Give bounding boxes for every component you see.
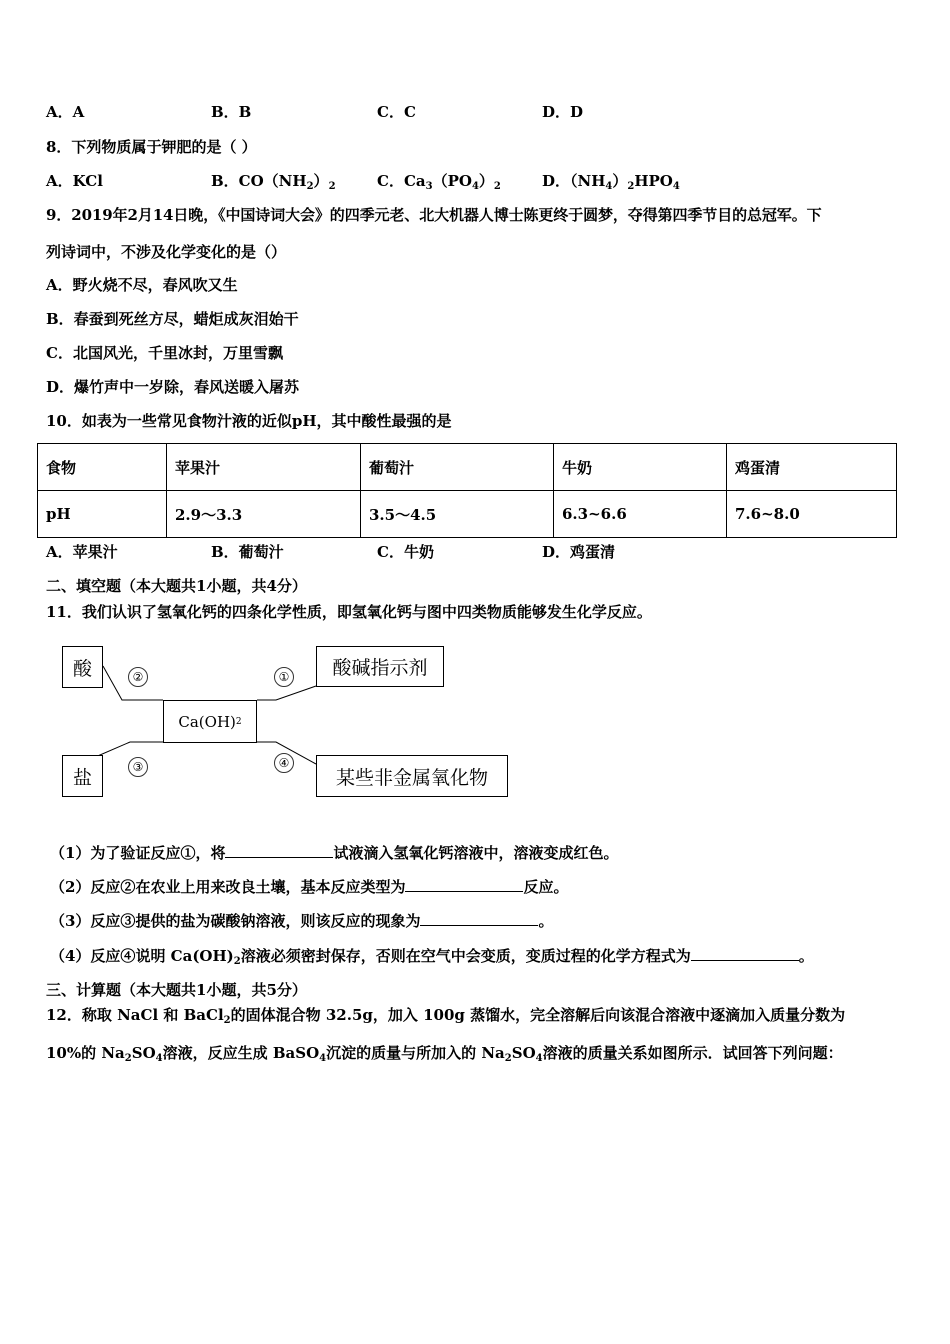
q11-part-1: （1）为了验证反应①，将 试液滴入氢氧化钙溶液中，溶液变成红色。 [50, 844, 619, 862]
nonmetal-oxide-box: 某些非金属氧化物 [316, 755, 508, 797]
q10-option-b: B．葡萄汁 [211, 543, 284, 561]
q10-stem: 10．如表为一些常见食物汁液的近似pH，其中酸性最强的是 [46, 412, 452, 430]
q7-option-a: A．A [46, 103, 85, 121]
reaction-2-label: ② [128, 667, 148, 687]
q10-option-d: D．鸡蛋清 [542, 543, 616, 561]
q7-option-c: C．C [377, 103, 416, 121]
q10-option-c: C．牛奶 [377, 543, 434, 561]
table-cell: 3.5～4.5 [361, 491, 554, 538]
q10-option-a: A．苹果汁 [46, 543, 118, 561]
q8-option-b: B．$CO(NH_2)_2$ [211, 172, 336, 192]
q11-part-4: （4）反应④说明 $Ca(OH)_2$溶液必须密封保存，否则在空气中会变质，变质过程的化学方程式为 。 [50, 947, 814, 967]
reaction-4-label: ④ [274, 753, 294, 773]
q9-stem-line2: 列诗词中，不涉及化学变化的是（） [46, 243, 287, 261]
table-cell: 2.9～3.3 [167, 491, 361, 538]
q9-stem-line1: 9．2019年2月14日晚，《中国诗词大会》的四季元老、北大机器人博士陈更终于圆梦，夺得第四季节目的总冠军。下 [46, 206, 822, 224]
q8-option-d: D．$(NH_4)_2HPO_4$ [542, 172, 680, 192]
q11-stem: 11．我们认识了氢氧化钙的四条化学性质，即氢氧化钙与图中四类物质能够发生化学反应。 [46, 603, 652, 621]
table-cell: 6.3~6.6 [554, 491, 727, 538]
q7-option-d: D．D [542, 103, 584, 121]
q11-part-3: （3）反应③提供的盐为碳酸钠溶液，则该反应的现象为 。 [50, 912, 554, 930]
salt-box: 盐 [62, 755, 103, 797]
answer-blank[interactable] [225, 843, 333, 858]
q9-option-c: C．北国风光，千里冰封，万里雪飘 [46, 344, 283, 362]
calcium-hydroxide-box: Ca(OH) 2 [163, 700, 257, 743]
q7-option-b: B．B [211, 103, 252, 121]
section-3-heading: 三、计算题（本大题共1小题，共5分） [46, 981, 307, 999]
answer-blank[interactable] [691, 946, 799, 961]
section-2-heading: 二、填空题（本大题共1小题，共4分） [46, 577, 307, 595]
answer-blank[interactable] [405, 877, 523, 892]
table-cell: 葡萄汁 [361, 444, 554, 491]
q9-option-a: A．野火烧不尽，春风吹又生 [46, 276, 238, 294]
q12-line2: 10%的 $Na_2SO_4$溶液，反应生成 BaSO$_4$沉淀的质量与所加入的 $Na_2SO_4$溶液的质量关系如图所示．试回答下列问题： [46, 1044, 843, 1064]
q11-part-2: （2）反应②在农业上用来改良土壤，基本反应类型为 反应。 [50, 878, 569, 896]
reaction-1-label: ① [274, 667, 294, 687]
reaction-3-label: ③ [128, 757, 148, 777]
indicator-box: 酸碱指示剂 [316, 646, 444, 687]
q12-line1: 12．称取 NaCl 和 BaCl$_2$的固体混合物 32.5g，加入 100g 蒸馏水，完全溶解后向该混合溶液中逐滴加入质量分数为 [46, 1006, 846, 1026]
table-cell: pH [38, 491, 167, 538]
q8-option-c: C．$Ca_3(PO_4)_2$ [377, 172, 501, 192]
acid-box: 酸 [62, 646, 103, 688]
table-cell: 食物 [38, 444, 167, 491]
q9-option-d: D．爆竹声中一岁除，春风送暖入屠苏 [46, 378, 300, 396]
q8-option-a: A．KCl [46, 172, 103, 190]
q9-option-b: B．春蚕到死丝方尽，蜡炬成灰泪始干 [46, 310, 299, 328]
table-cell: 7.6~8.0 [727, 491, 897, 538]
table-cell: 鸡蛋清 [727, 444, 897, 491]
table-cell: 苹果汁 [167, 444, 361, 491]
q8-stem: 8．下列物质属于钾肥的是（ ） [46, 138, 257, 156]
answer-blank[interactable] [420, 911, 538, 926]
table-cell: 牛奶 [554, 444, 727, 491]
